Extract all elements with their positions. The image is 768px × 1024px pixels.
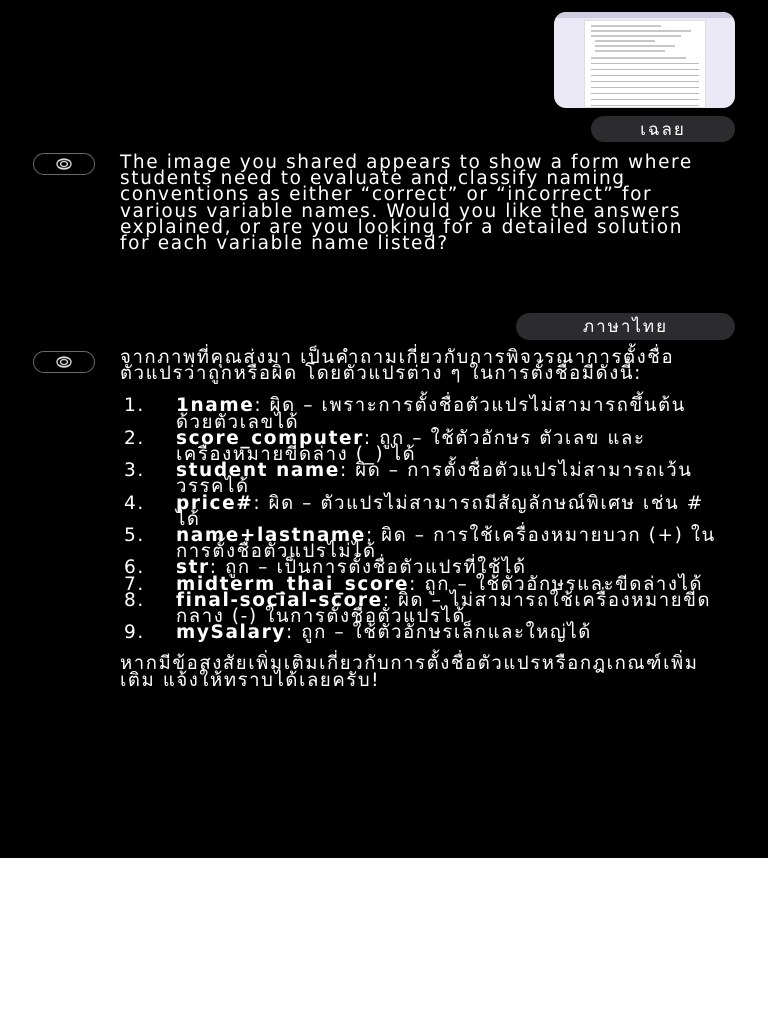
user-message-text: เฉลย: [640, 119, 686, 140]
assistant-closing-text: หากมีข้อสงสัยเพิ่มเติมเกี่ยวกับการตั้งชื่อตัวแปรหรือกฎเกณฑ์เพิ่มเติม แจ้งให้ทราบได้เลยครับ!: [120, 653, 699, 691]
item-number: 6.: [124, 557, 145, 579]
variable-name: midterm_thai_score: [176, 573, 410, 595]
list-item: [120, 622, 720, 644]
assistant-message: [120, 152, 720, 255]
list-item: [120, 492, 720, 530]
answer-text: : ผิด – เพราะการตั้งชื่อตัวแปรไม่สามารถขึ้นต้นด้วยตัวเลขได้: [176, 395, 686, 433]
variable-name: score_computer: [176, 427, 364, 449]
list-item: [120, 395, 720, 433]
variable-name: mySalary: [176, 622, 286, 644]
variable-name: student name: [176, 460, 340, 482]
item-number: 9.: [124, 622, 145, 644]
list-item: [120, 589, 720, 628]
variable-name: 1name: [176, 395, 255, 417]
blank-area: [0, 858, 768, 1024]
user-message-bubble: [591, 116, 735, 142]
attached-image-thumbnail[interactable]: [554, 12, 735, 108]
list-item: [120, 525, 720, 563]
item-number: 4.: [124, 492, 145, 514]
assistant-message: [120, 347, 720, 691]
answer-text: : ถูก – เป็นการตั้งชื่อตัวแปรที่ใช้ได้: [209, 557, 527, 579]
answer-text: : ผิด – การใช้เครื่องหมายบวก (+) ในการตั้งชื่อตัวแปรไม่ได้: [176, 525, 716, 563]
assistant-logo-icon: [53, 354, 75, 370]
answer-text: : ผิด – การตั้งชื่อตัวแปรไม่สามารถเว้นวรรคได้: [176, 460, 693, 498]
assistant-avatar: [33, 351, 95, 373]
variable-name: name+lastname: [176, 525, 366, 547]
item-number: 7.: [124, 573, 145, 595]
answer-text: : ผิด – ตัวแปรไม่สามารถมีสัญลักษณ์พิเศษ เช่น # ได้: [176, 492, 704, 530]
list-item: [120, 460, 720, 498]
user-message-bubble: [516, 313, 735, 340]
item-number: 3.: [124, 460, 145, 482]
list-item: [120, 427, 720, 466]
item-number: 2.: [124, 427, 145, 449]
thumbnail-status-bar: [554, 12, 735, 18]
item-number: 1.: [124, 395, 145, 417]
user-message-text: ภาษาไทย: [582, 317, 669, 337]
answer-text: : ถูก – ใช้ตัวอักษร ตัวเลข และเครื่องหมายขีดล่าง (_) ได้: [176, 427, 646, 466]
item-number: 8.: [124, 589, 145, 611]
answer-text: : ถูก – ใช้ตัวอักษรและขีดล่างได้: [409, 573, 704, 595]
answer-text: : ผิด – ไม่สามารถใช้เครื่องหมายขีดกลาง (-) ในการตั้งชื่อตัวแปรได้: [176, 589, 712, 628]
assistant-logo-icon: [53, 156, 75, 172]
assistant-intro-text: จากภาพที่คุณส่งมา เป็นคำถามเกี่ยวกับการพิจารณาการตั้งชื่อตัวแปรว่าถูกหรือผิด โดยตัวแปรต่าง ๆ ในการตั้งชื่อมีดังนี้:: [120, 347, 675, 385]
answer-list: [120, 395, 720, 644]
variable-name: str: [176, 557, 210, 579]
assistant-avatar: [33, 153, 95, 175]
variable-name: price#: [176, 492, 254, 514]
assistant-message-text: The image you shared appears to show a form where students need to evaluate and classify naming conventions as either “correct” or “incorrect” for various variable names. Would you like the answers explained, or are you looking for a detailed solution for each variable name listed?: [120, 152, 693, 255]
thumbnail-form-page: [584, 20, 706, 108]
answer-text: : ถูก – ใช้ตัวอักษรเล็กและใหญ่ได้: [285, 622, 592, 644]
variable-name: final-social-score: [176, 589, 383, 611]
item-number: 5.: [124, 525, 145, 547]
